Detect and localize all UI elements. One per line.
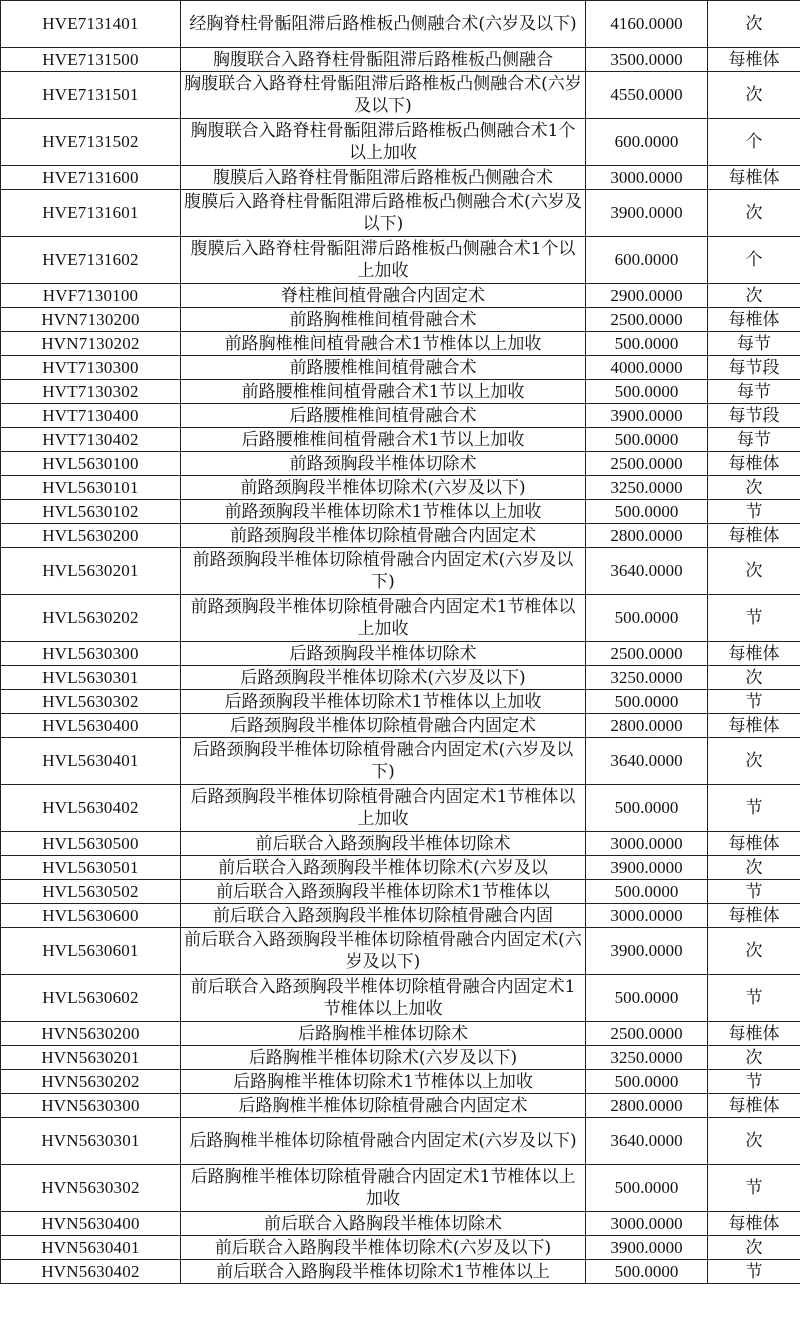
item-code-cell: HVL5630301 <box>1 666 181 690</box>
table-row <box>1 476 800 500</box>
item-code-cell: HVT7130400 <box>1 404 181 428</box>
item-code-cell: HVL5630101 <box>1 476 181 500</box>
item-unit-cell: 节 <box>708 1260 800 1284</box>
item-name-cell: 后路胸椎半椎体切除术1节椎体以上加收 <box>181 1070 586 1094</box>
item-price-cell: 3900.0000 <box>586 856 708 880</box>
item-name-cell: 后路颈胸段半椎体切除植骨融合内固定术 <box>181 714 586 738</box>
item-name-cell: 前路颈胸段半椎体切除术 <box>181 452 586 476</box>
table-row <box>1 1260 800 1284</box>
item-unit-cell: 次 <box>708 856 800 880</box>
item-price-cell: 500.0000 <box>586 380 708 404</box>
item-name-cell: 前路颈胸段半椎体切除术1节椎体以上加收 <box>181 500 586 524</box>
item-price-cell: 2500.0000 <box>586 308 708 332</box>
item-name-cell: 后路腰椎椎间植骨融合术1节以上加收 <box>181 428 586 452</box>
item-unit-cell: 每椎体 <box>708 1094 800 1118</box>
item-code-cell: HVE7131401 <box>1 1 181 48</box>
item-unit-cell: 节 <box>708 975 800 1022</box>
table-row <box>1 928 800 975</box>
item-price-cell: 2500.0000 <box>586 452 708 476</box>
item-code-cell: HVL5630601 <box>1 928 181 975</box>
item-code-cell: HVL5630600 <box>1 904 181 928</box>
table-row <box>1 690 800 714</box>
item-unit-cell: 每椎体 <box>708 48 800 72</box>
item-price-cell: 500.0000 <box>586 428 708 452</box>
table-body <box>1 1 800 1284</box>
table-row <box>1 832 800 856</box>
item-unit-cell: 每椎体 <box>708 714 800 738</box>
item-price-cell: 3900.0000 <box>586 928 708 975</box>
table-row <box>1 785 800 832</box>
item-price-cell: 3900.0000 <box>586 404 708 428</box>
table-row <box>1 380 800 404</box>
table-row <box>1 1046 800 1070</box>
item-unit-cell: 每椎体 <box>708 642 800 666</box>
item-price-cell: 500.0000 <box>586 1165 708 1212</box>
item-code-cell: HVN5630300 <box>1 1094 181 1118</box>
item-unit-cell: 次 <box>708 1236 800 1260</box>
item-name-cell: 前后联合入路胸段半椎体切除术 <box>181 1212 586 1236</box>
item-name-cell: 后路颈胸段半椎体切除植骨融合内固定术1节椎体以上加收 <box>181 785 586 832</box>
item-price-cell: 2500.0000 <box>586 1022 708 1046</box>
table-row <box>1 356 800 380</box>
item-name-cell: 胸腹联合入路脊柱骨骺阻滞后路椎板凸侧融合术1个以上加收 <box>181 119 586 166</box>
item-code-cell: HVL5630602 <box>1 975 181 1022</box>
item-code-cell: HVF7130100 <box>1 284 181 308</box>
table-row <box>1 548 800 595</box>
item-name-cell: 腹膜后入路脊柱骨骺阻滞后路椎板凸侧融合术1个以上加收 <box>181 237 586 284</box>
item-name-cell: 前路腰椎椎间植骨融合术1节以上加收 <box>181 380 586 404</box>
item-code-cell: HVE7131502 <box>1 119 181 166</box>
table-row <box>1 72 800 119</box>
item-price-cell: 600.0000 <box>586 119 708 166</box>
item-unit-cell: 每椎体 <box>708 308 800 332</box>
item-price-cell: 3250.0000 <box>586 666 708 690</box>
item-price-cell: 500.0000 <box>586 975 708 1022</box>
item-name-cell: 腹膜后入路脊柱骨骺阻滞后路椎板凸侧融合术(六岁及以下) <box>181 190 586 237</box>
item-price-cell: 500.0000 <box>586 880 708 904</box>
item-code-cell: HVL5630500 <box>1 832 181 856</box>
table-row <box>1 308 800 332</box>
table-row <box>1 524 800 548</box>
item-unit-cell: 次 <box>708 928 800 975</box>
item-code-cell: HVN5630202 <box>1 1070 181 1094</box>
item-price-cell: 3250.0000 <box>586 1046 708 1070</box>
item-unit-cell: 次 <box>708 738 800 785</box>
table-row <box>1 190 800 237</box>
item-code-cell: HVN5630401 <box>1 1236 181 1260</box>
item-name-cell: 前路胸椎椎间植骨融合术 <box>181 308 586 332</box>
item-unit-cell: 次 <box>708 476 800 500</box>
item-unit-cell: 节 <box>708 880 800 904</box>
item-price-cell: 3000.0000 <box>586 166 708 190</box>
item-price-cell: 3640.0000 <box>586 1118 708 1165</box>
table-row <box>1 428 800 452</box>
table-row <box>1 452 800 476</box>
item-unit-cell: 次 <box>708 666 800 690</box>
table-row <box>1 1094 800 1118</box>
table-row <box>1 880 800 904</box>
item-name-cell: 后路颈胸段半椎体切除植骨融合内固定术(六岁及以下) <box>181 738 586 785</box>
item-code-cell: HVL5630200 <box>1 524 181 548</box>
item-price-cell: 3000.0000 <box>586 904 708 928</box>
item-unit-cell: 节 <box>708 500 800 524</box>
table-row <box>1 500 800 524</box>
item-code-cell: HVE7131501 <box>1 72 181 119</box>
item-name-cell: 前路颈胸段半椎体切除植骨融合内固定术 <box>181 524 586 548</box>
table-row <box>1 642 800 666</box>
item-price-cell: 4000.0000 <box>586 356 708 380</box>
item-code-cell: HVE7131600 <box>1 166 181 190</box>
item-price-cell: 500.0000 <box>586 690 708 714</box>
item-name-cell: 胸腹联合入路脊柱骨骺阻滞后路椎板凸侧融合术(六岁及以下) <box>181 72 586 119</box>
item-name-cell: 前后联合入路颈胸段半椎体切除术 <box>181 832 586 856</box>
table-row <box>1 1118 800 1165</box>
item-code-cell: HVE7131601 <box>1 190 181 237</box>
item-code-cell: HVN7130202 <box>1 332 181 356</box>
table-row <box>1 1 800 48</box>
item-price-cell: 2800.0000 <box>586 1094 708 1118</box>
item-code-cell: HVL5630402 <box>1 785 181 832</box>
item-price-cell: 500.0000 <box>586 595 708 642</box>
item-unit-cell: 节 <box>708 1165 800 1212</box>
item-name-cell: 前路颈胸段半椎体切除术(六岁及以下) <box>181 476 586 500</box>
item-price-cell: 500.0000 <box>586 332 708 356</box>
item-code-cell: HVN5630201 <box>1 1046 181 1070</box>
table-row <box>1 166 800 190</box>
item-code-cell: HVE7131602 <box>1 237 181 284</box>
item-code-cell: HVT7130300 <box>1 356 181 380</box>
item-unit-cell: 次 <box>708 1046 800 1070</box>
item-code-cell: HVL5630302 <box>1 690 181 714</box>
item-name-cell: 前路胸椎椎间植骨融合术1节椎体以上加收 <box>181 332 586 356</box>
item-code-cell: HVL5630401 <box>1 738 181 785</box>
table-row <box>1 237 800 284</box>
item-code-cell: HVL5630300 <box>1 642 181 666</box>
item-unit-cell: 每椎体 <box>708 166 800 190</box>
table-row <box>1 856 800 880</box>
item-code-cell: HVL5630502 <box>1 880 181 904</box>
item-price-cell: 3500.0000 <box>586 48 708 72</box>
table-row <box>1 284 800 308</box>
item-unit-cell: 次 <box>708 190 800 237</box>
item-unit-cell: 次 <box>708 1 800 48</box>
item-unit-cell: 每椎体 <box>708 904 800 928</box>
table-row <box>1 1236 800 1260</box>
item-name-cell: 前路颈胸段半椎体切除植骨融合内固定术1节椎体以上加收 <box>181 595 586 642</box>
item-name-cell: 脊柱椎间植骨融合内固定术 <box>181 284 586 308</box>
item-code-cell: HVT7130402 <box>1 428 181 452</box>
item-price-cell: 500.0000 <box>586 785 708 832</box>
item-code-cell: HVL5630100 <box>1 452 181 476</box>
item-price-cell: 3640.0000 <box>586 738 708 785</box>
item-name-cell: 后路颈胸段半椎体切除术(六岁及以下) <box>181 666 586 690</box>
item-code-cell: HVN5630400 <box>1 1212 181 1236</box>
item-name-cell: 经胸脊柱骨骺阻滞后路椎板凸侧融合术(六岁及以下) <box>181 1 586 48</box>
table-row <box>1 714 800 738</box>
item-unit-cell: 节 <box>708 690 800 714</box>
item-price-cell: 3000.0000 <box>586 832 708 856</box>
table-row <box>1 404 800 428</box>
item-price-cell: 3640.0000 <box>586 548 708 595</box>
item-name-cell: 前路颈胸段半椎体切除植骨融合内固定术(六岁及以下) <box>181 548 586 595</box>
item-code-cell: HVL5630501 <box>1 856 181 880</box>
item-code-cell: HVN5630402 <box>1 1260 181 1284</box>
table-row <box>1 1070 800 1094</box>
table-row <box>1 1212 800 1236</box>
item-price-cell: 3900.0000 <box>586 190 708 237</box>
item-price-cell: 500.0000 <box>586 1260 708 1284</box>
item-name-cell: 前路腰椎椎间植骨融合术 <box>181 356 586 380</box>
item-name-cell: 前后联合入路颈胸段半椎体切除植骨融合内固 <box>181 904 586 928</box>
item-code-cell: HVN5630301 <box>1 1118 181 1165</box>
item-code-cell: HVL5630201 <box>1 548 181 595</box>
item-unit-cell: 每椎体 <box>708 1212 800 1236</box>
item-unit-cell: 每节 <box>708 332 800 356</box>
item-name-cell: 后路胸椎半椎体切除术(六岁及以下) <box>181 1046 586 1070</box>
item-price-cell: 3000.0000 <box>586 1212 708 1236</box>
item-unit-cell: 次 <box>708 72 800 119</box>
item-unit-cell: 每节段 <box>708 356 800 380</box>
item-price-cell: 3250.0000 <box>586 476 708 500</box>
item-name-cell: 后路胸椎半椎体切除术 <box>181 1022 586 1046</box>
item-code-cell: HVL5630102 <box>1 500 181 524</box>
table-row <box>1 666 800 690</box>
item-price-cell: 500.0000 <box>586 500 708 524</box>
item-code-cell: HVN5630302 <box>1 1165 181 1212</box>
item-price-cell: 500.0000 <box>586 1070 708 1094</box>
item-name-cell: 前后联合入路颈胸段半椎体切除植骨融合内固定术1节椎体以上加收 <box>181 975 586 1022</box>
table-row <box>1 119 800 166</box>
table-row <box>1 738 800 785</box>
item-unit-cell: 次 <box>708 284 800 308</box>
item-name-cell: 后路胸椎半椎体切除植骨融合内固定术1节椎体以上加收 <box>181 1165 586 1212</box>
item-unit-cell: 每椎体 <box>708 832 800 856</box>
item-unit-cell: 次 <box>708 548 800 595</box>
item-code-cell: HVE7131500 <box>1 48 181 72</box>
item-code-cell: HVL5630400 <box>1 714 181 738</box>
table-row <box>1 1022 800 1046</box>
item-unit-cell: 每椎体 <box>708 452 800 476</box>
table-row <box>1 48 800 72</box>
item-unit-cell: 节 <box>708 595 800 642</box>
item-name-cell: 胸腹联合入路脊柱骨骺阻滞后路椎板凸侧融合 <box>181 48 586 72</box>
item-price-cell: 3900.0000 <box>586 1236 708 1260</box>
item-name-cell: 后路胸椎半椎体切除植骨融合内固定术 <box>181 1094 586 1118</box>
table-row <box>1 595 800 642</box>
item-unit-cell: 次 <box>708 1118 800 1165</box>
item-price-cell: 600.0000 <box>586 237 708 284</box>
item-price-cell: 2500.0000 <box>586 642 708 666</box>
item-unit-cell: 个 <box>708 119 800 166</box>
item-unit-cell: 每节 <box>708 380 800 404</box>
item-price-cell: 4550.0000 <box>586 72 708 119</box>
item-price-cell: 4160.0000 <box>586 1 708 48</box>
item-code-cell: HVL5630202 <box>1 595 181 642</box>
table-row <box>1 332 800 356</box>
item-unit-cell: 个 <box>708 237 800 284</box>
item-name-cell: 前后联合入路胸段半椎体切除术(六岁及以下) <box>181 1236 586 1260</box>
item-price-cell: 2800.0000 <box>586 714 708 738</box>
item-unit-cell: 每椎体 <box>708 524 800 548</box>
item-name-cell: 前后联合入路颈胸段半椎体切除术1节椎体以 <box>181 880 586 904</box>
item-name-cell: 后路颈胸段半椎体切除术 <box>181 642 586 666</box>
item-unit-cell: 每节 <box>708 428 800 452</box>
item-name-cell: 后路胸椎半椎体切除植骨融合内固定术(六岁及以下) <box>181 1118 586 1165</box>
item-code-cell: HVN7130200 <box>1 308 181 332</box>
item-name-cell: 前后联合入路胸段半椎体切除术1节椎体以上 <box>181 1260 586 1284</box>
item-name-cell: 前后联合入路颈胸段半椎体切除植骨融合内固定术(六岁及以下) <box>181 928 586 975</box>
table-row <box>1 975 800 1022</box>
item-unit-cell: 节 <box>708 1070 800 1094</box>
item-name-cell: 前后联合入路颈胸段半椎体切除术(六岁及以 <box>181 856 586 880</box>
item-unit-cell: 节 <box>708 785 800 832</box>
item-name-cell: 后路腰椎椎间植骨融合术 <box>181 404 586 428</box>
table-row <box>1 904 800 928</box>
item-price-cell: 2900.0000 <box>586 284 708 308</box>
item-unit-cell: 每椎体 <box>708 1022 800 1046</box>
item-code-cell: HVN5630200 <box>1 1022 181 1046</box>
item-code-cell: HVT7130302 <box>1 380 181 404</box>
item-name-cell: 腹膜后入路脊柱骨骺阻滞后路椎板凸侧融合术 <box>181 166 586 190</box>
item-name-cell: 后路颈胸段半椎体切除术1节椎体以上加收 <box>181 690 586 714</box>
item-unit-cell: 每节段 <box>708 404 800 428</box>
item-price-cell: 2800.0000 <box>586 524 708 548</box>
table-row <box>1 1165 800 1212</box>
